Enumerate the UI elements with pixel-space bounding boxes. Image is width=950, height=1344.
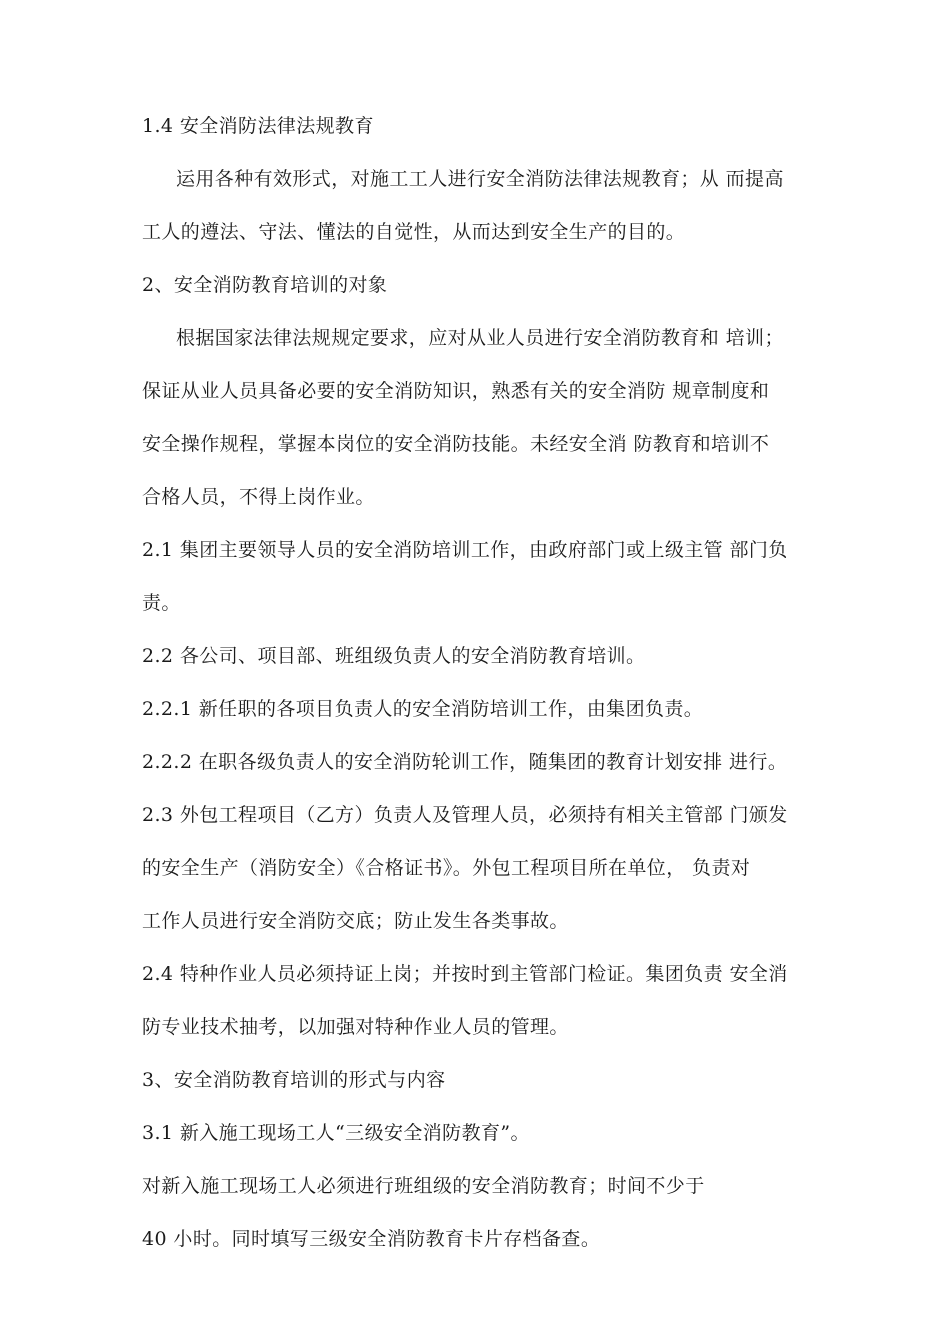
paragraph-line: 运用各种有效形式，对施工工人进行安全消防法律法规教育；从 而提高 [176,168,784,190]
item-2-4-cont: 防专业技术抽考，以加强对特种作业人员的管理。 [142,1016,569,1038]
item-2-3-cont: 的安全生产（消防安全）《合格证书》。外包工程项目所在单位， 负责对 [142,857,751,879]
paragraph-line: 合格人员，不得上岗作业。 [142,486,375,508]
paragraph-line: 40 小时。同时填写三级安全消防教育卡片存档备查。 [142,1228,601,1250]
heading-1-4: 1.4 安全消防法律法规教育 [142,115,374,137]
paragraph-line: 安全操作规程，掌握本岗位的安全消防技能。未经安全消 防教育和培训不 [142,433,770,455]
item-2-4: 2.4 特种作业人员必须持证上岗；并按时到主管部门检证。集团负责 安全消 [142,963,788,985]
heading-2: 2、安全消防教育培训的对象 [142,274,388,296]
item-3-1: 3.1 新入施工现场工人“三级安全消防教育”。 [142,1122,530,1144]
item-2-1: 2.1 集团主要领导人员的安全消防培训工作，由政府部门或上级主管 部门负 [142,539,788,561]
heading-3: 3、安全消防教育培训的形式与内容 [142,1069,446,1091]
paragraph-line: 工人的遵法、守法、懂法的自觉性，从而达到安全生产的目的。 [142,221,686,243]
paragraph-line: 对新入施工现场工人必须进行班组级的安全消防教育；时间不少于 [142,1175,705,1197]
document-page [142,100,822,1266]
item-2-2-2: 2.2.2 在职各级负责人的安全消防轮训工作，随集团的教育计划安排 进行。 [142,751,788,773]
item-2-3-cont: 工作人员进行安全消防交底；防止发生各类事故。 [142,910,569,932]
item-2-3: 2.3 外包工程项目（乙方）负责人及管理人员，必须持有相关主管部 门颁发 [142,804,788,826]
item-2-1-cont: 责。 [142,592,181,614]
item-2-2: 2.2 各公司、项目部、班组级负责人的安全消防教育培训。 [142,645,646,667]
paragraph-line: 根据国家法律法规规定要求，应对从业人员进行安全消防教育和 培训； [176,327,784,349]
item-2-2-1: 2.2.1 新任职的各项目负责人的安全消防培训工作，由集团负责。 [142,698,704,720]
paragraph-line: 保证从业人员具备必要的安全消防知识，熟悉有关的安全消防 规章制度和 [142,380,770,402]
